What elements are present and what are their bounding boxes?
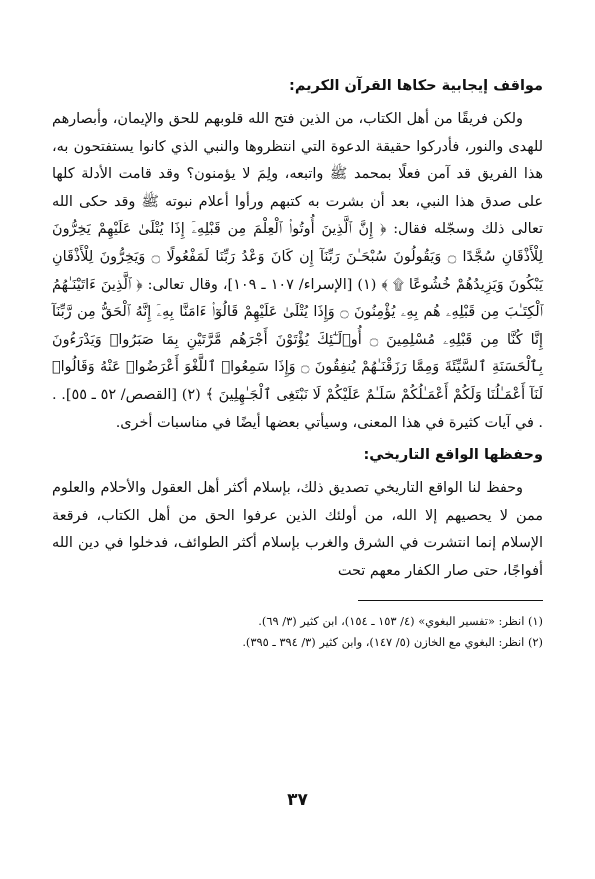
quran-verse-qasas: ﴿ ٱلَّذِينَ ءَاتَيْنَـٰهُمُ ٱلْكِتَـٰبَ مِن قَبْلِهِۦ هُم بِهِۦ يُؤْمِنُونَ ۝ وَإِذَا يُتْلَىٰ عَلَيْهِمْ قَالُوٓا۟ ءَامَنَّا بِهِۦٓ إِنَّهُ ٱلْحَقُّ مِن رَّبِّنَآ إِنَّا كُنَّا مِن قَبْلِهِۦ مُسْلِمِينَ ۝ أُو۟لَـٰٓئِكَ يُؤْتَوْنَ أَجْرَهُم مَّرَّتَيْنِ بِمَا صَبَرُوا۟ وَيَدْرَءُونَ بِٱلْحَسَنَةِ ٱلسَّيِّئَةَ وَمِمَّا رَزَقْنَـٰهُمْ يُنفِقُونَ ۝ وَإِذَا سَمِعُوا۟ ٱللَّغْوَ أَعْرَضُوا۟ عَنْهُ وَقَالُوا۟ لَنَآ أَعْمَـٰلُنَا وَلَكُمْ أَعْمَـٰلُكُمْ سَلَـٰمٌ عَلَيْكُمْ لَا نَبْتَغِى ٱلْجَـٰهِلِينَ ﴾ bbox=[52, 276, 543, 403]
reference-qasas: (٢) [القصص/ ٥٢ ـ ٥٥]. . . في آيات كثيرة في هذا المعنى، وسيأتي بعضها أيضًا في مناسبات أخرى. bbox=[52, 386, 543, 431]
body-paragraph-2: وحفظ لنا الواقع التاريخي تصديق ذلك، بإسلام أكثر أهل العقول والأحلام والعلوم ممن لا يحصيهم إلا الله، من أولئك الذين عرفوا الحق من أهل الكتاب، فرقعة الإسلام إنما انتشرت في الشرق والغرب بإسلام أكثر الطوائف، فدخلوا في دين الله أفواجًا، حتى صار الكفار معهم تحت bbox=[52, 480, 543, 579]
footnote-separator bbox=[358, 600, 543, 601]
intro-text: ولكن فريقًا من أهل الكتاب، من الذين فتح الله قلوبهم للحق والإيمان، وأبصارهم للهدى والنور، فأدركوا حقيقة الدعوة التي انتظروها والنبي الذي كانوا يستفتحون به، هذا الفريق قد آمن فعلًا بمحمد ﷺ واتبعه، ولِمَ لا يؤمنون؟ وقد قامت الأدلة كلها على صدق هذا النبي، بعد أن بشرت به كتبهم ورأوا أعلام نبوته ﷺ وقد حكى الله تعالى ذلك وسجّله فقال: bbox=[52, 111, 544, 238]
body-paragraph-1 bbox=[52, 106, 543, 437]
section-heading-positive-stances: مواقف إيجابية حكاها القرآن الكريم: bbox=[289, 78, 543, 94]
reference-isra: (١) [الإسراء/ ١٠٧ ـ ١٠٩]، وقال تعالى: bbox=[147, 276, 377, 293]
quran-verse-isra: ﴿ إِنَّ ٱلَّذِينَ أُوتُوا۟ ٱلْعِلْمَ مِن قَبْلِهِۦٓ إِذَا يُتْلَىٰ عَلَيْهِمْ يَخِرُّونَ لِلْأَذْقَانِ سُجَّدًا ۝ وَيَقُولُونَ سُبْحَـٰنَ رَبِّنَآ إِن كَانَ وَعْدُ رَبِّنَا لَمَفْعُولًا ۝ وَيَخِرُّونَ لِلْأَذْقَانِ يَبْكُونَ وَيَزِيدُهُمْ خُشُوعًا ۩ ﴾ bbox=[52, 221, 544, 293]
section-heading-historical: وحفظها الواقع التاريخي: bbox=[363, 447, 543, 464]
footnote-1: (١) انظر: «تفسير البغوي» (٤/ ١٥٣ ـ ١٥٤)، ابن كثير (٣/ ٦٩). bbox=[258, 613, 543, 628]
footnote-2: (٢) انظر: البغوي مع الخازن (٥/ ١٤٧)، وابن كثير (٣/ ٣٩٤ ـ ٣٩٥). bbox=[242, 634, 543, 649]
page-number: ٣٧ bbox=[287, 790, 308, 810]
